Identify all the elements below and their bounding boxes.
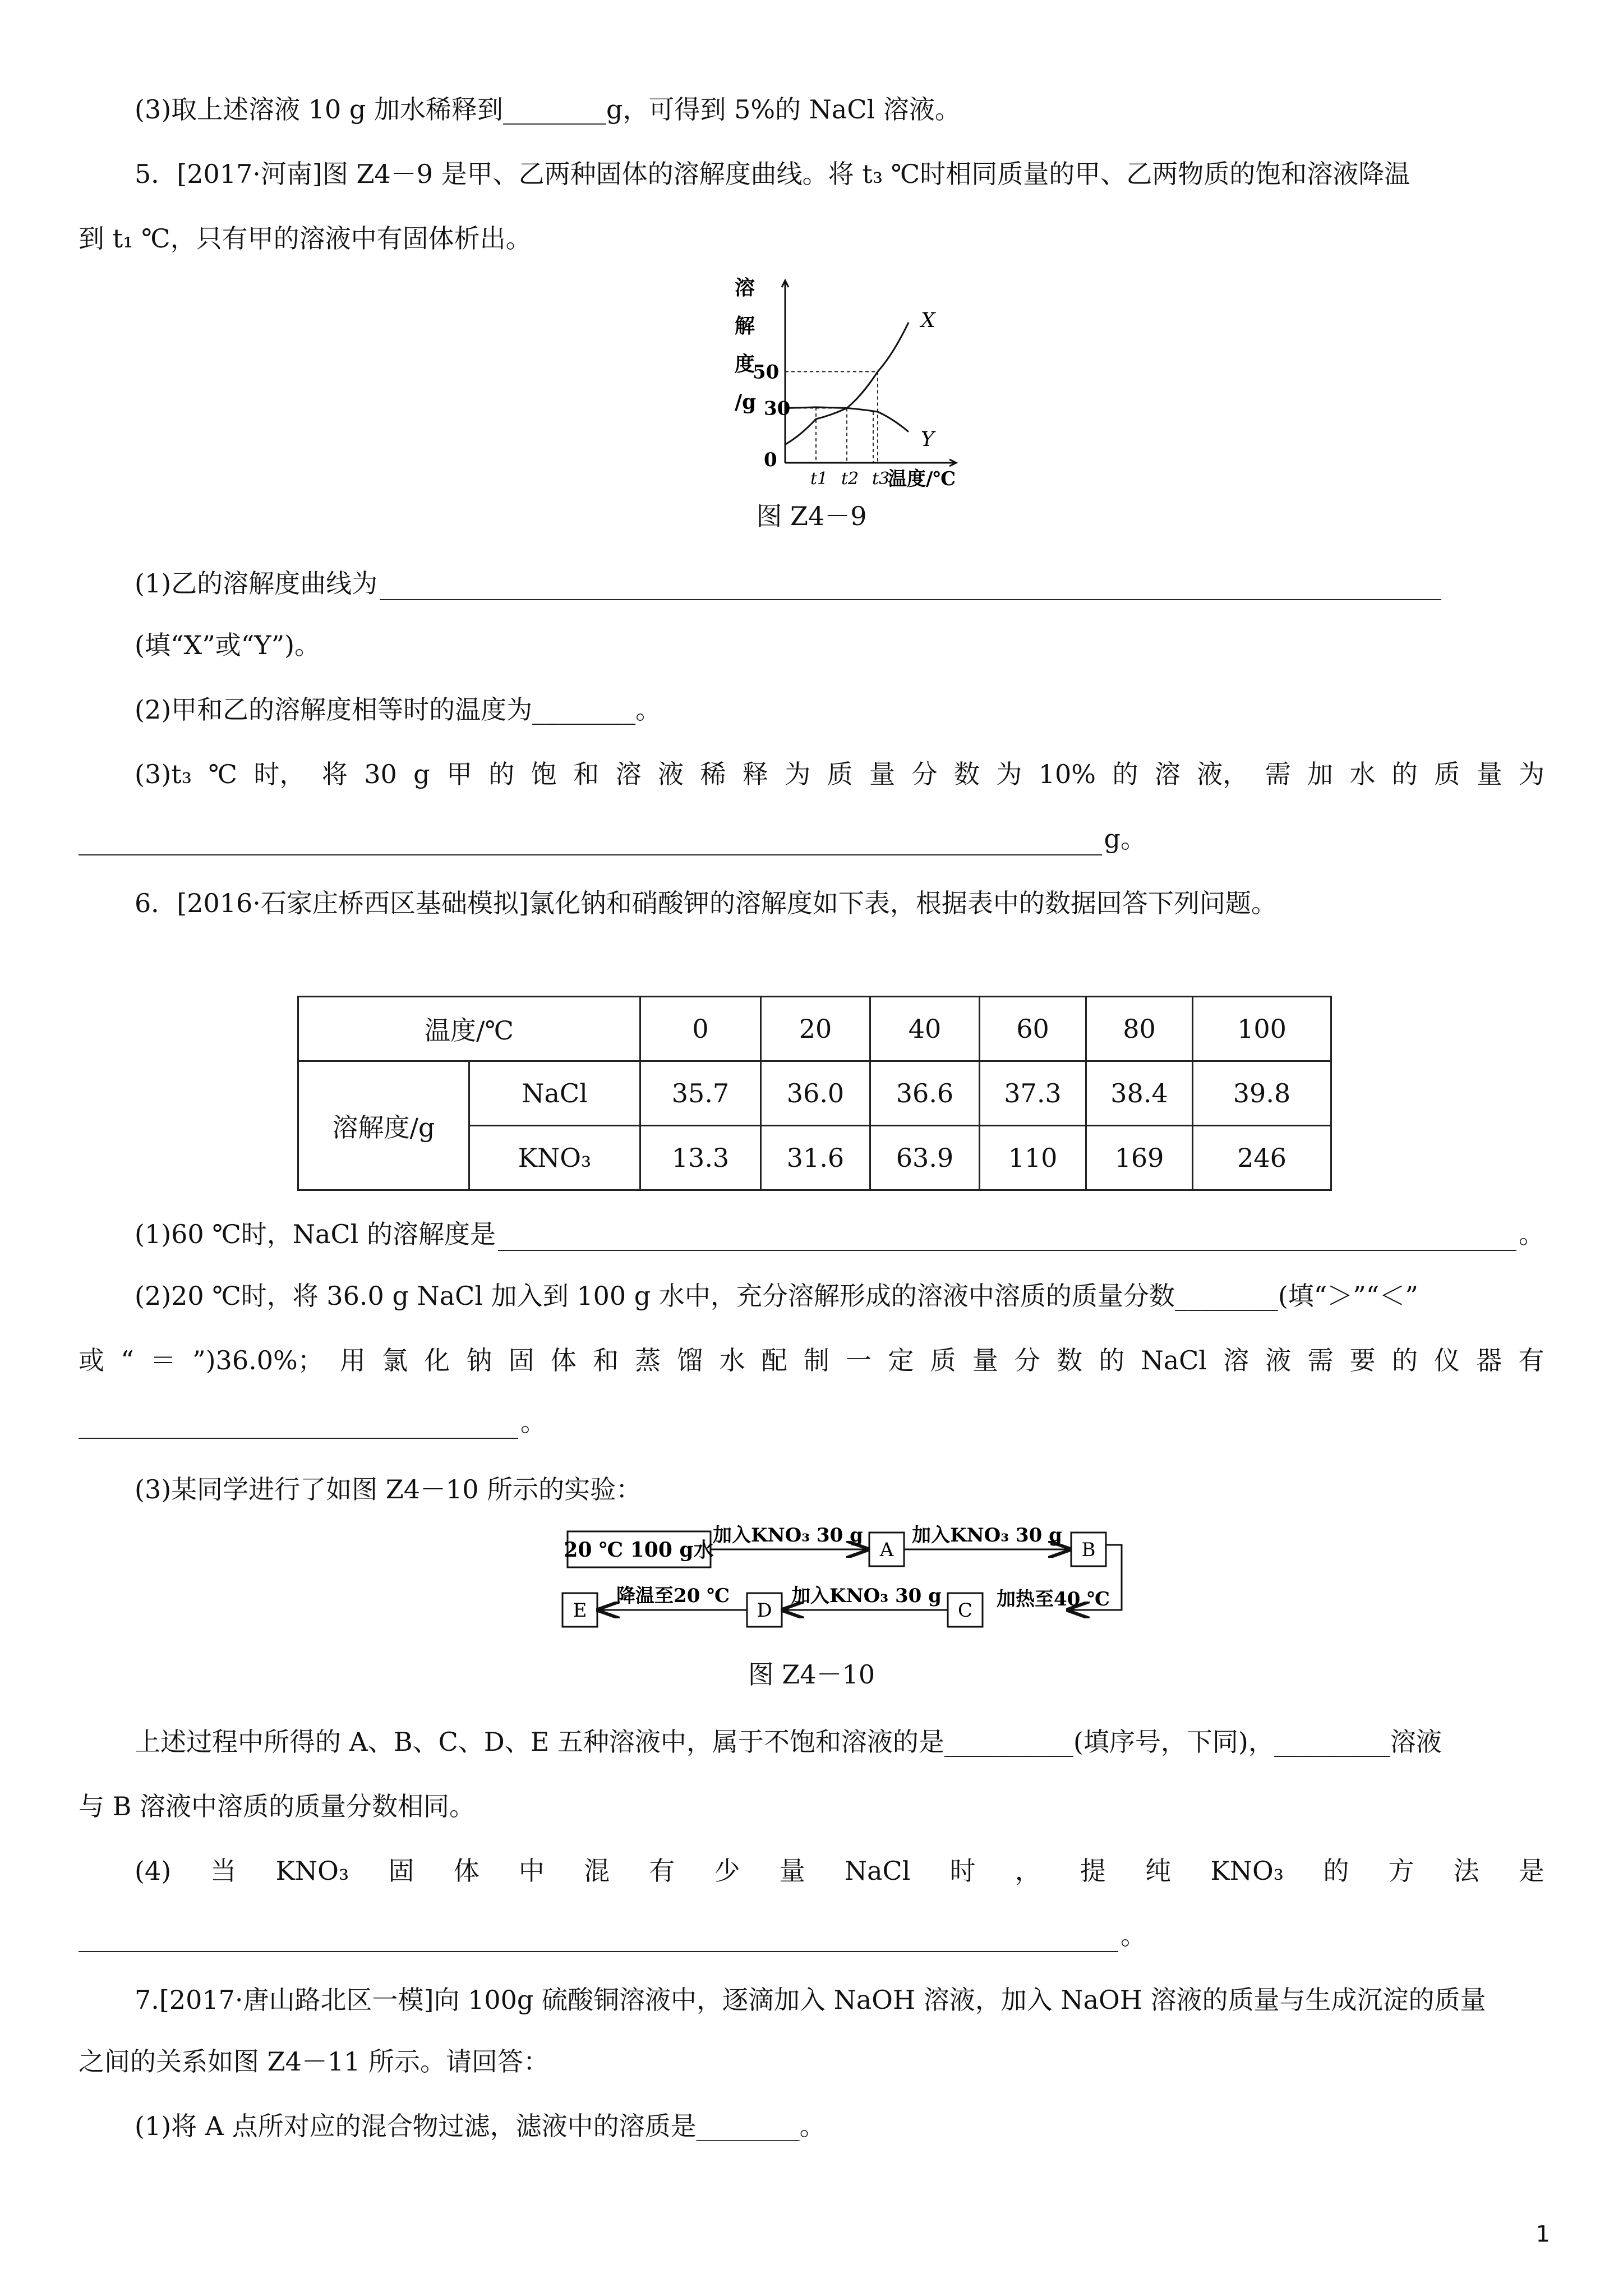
word: 纯 — [1145, 1856, 1172, 1886]
word: 量 — [869, 759, 896, 789]
q6-part4-line2 — [79, 1918, 1146, 1952]
flow-c-label: C — [957, 1599, 973, 1622]
word: 器 — [1476, 1345, 1502, 1375]
word: 有 — [649, 1856, 675, 1886]
word: 馏 — [677, 1345, 703, 1375]
flow-b-label: B — [1081, 1539, 1096, 1561]
word: 的 — [1112, 759, 1138, 789]
q6-part2-line1: (2)20 ℃时，将 36.0 g NaCl 加入到 100 g 水中，充分溶解形成的溶液中溶质的质量分数________(填“＞”“＜” — [135, 1281, 1418, 1311]
table-cell: 36.0 — [761, 1061, 870, 1126]
flow-step3-label: 加热至40 ℃ — [997, 1588, 1110, 1611]
word: ”)36.0%； — [192, 1345, 324, 1375]
word: 10% — [1038, 759, 1096, 789]
word: 时 — [949, 1856, 976, 1886]
q5-part1-hint: (填“X”或“Y”)。 — [135, 630, 321, 660]
table-row-group-label: 溶解度/g — [298, 1061, 469, 1190]
x-tick-label: t3 — [872, 469, 890, 488]
q6-part3-answer-line1: 上述过程中所得的 A、B、C、D、E 五种溶液中，属于不饱和溶液的是__________(填序号，下同)，_________溶液 — [135, 1727, 1442, 1757]
figure-caption-z4-9: 图 Z4－9 — [756, 501, 867, 531]
word: 一 — [846, 1345, 872, 1375]
word: 30 — [364, 759, 397, 789]
flow-d-label: D — [757, 1599, 772, 1622]
flow-a-label: A — [879, 1539, 894, 1561]
table-temp-cell: 60 — [980, 997, 1086, 1061]
word: 蒸 — [635, 1345, 661, 1375]
word: 数 — [1057, 1345, 1083, 1375]
word: 水 — [1349, 759, 1376, 789]
word: 量 — [779, 1856, 805, 1886]
word: 提 — [1080, 1856, 1106, 1886]
word: 配 — [761, 1345, 787, 1375]
table-cell: 35.7 — [640, 1061, 761, 1126]
flow-e-label: E — [573, 1599, 587, 1622]
word: 将 — [321, 759, 348, 789]
word: 水 — [719, 1345, 745, 1375]
word: ＝ — [150, 1345, 176, 1375]
x-tick-label: t2 — [841, 469, 859, 488]
q6-part4-end: 。 — [1121, 1920, 1146, 1950]
word: 有 — [1518, 1345, 1544, 1375]
word: 量 — [1476, 759, 1502, 789]
q7-part1: (1)将 A 点所对应的混合物过滤，滤液中的溶质是________。 — [135, 2111, 826, 2141]
table-cell: 246 — [1193, 1126, 1331, 1190]
word: 饱 — [531, 759, 557, 789]
y-axis-label-char: /g — [735, 390, 757, 414]
word: 液， — [1197, 759, 1249, 789]
table-temp-cell: 80 — [1086, 997, 1193, 1061]
word: 钠 — [466, 1345, 492, 1375]
word: 和 — [593, 1345, 619, 1375]
word: 仪 — [1434, 1345, 1460, 1375]
experiment-flow-diagram — [561, 1515, 1133, 1649]
word: 需 — [1265, 759, 1291, 789]
word: NaCl — [844, 1856, 911, 1886]
q5-part3-line1 — [135, 757, 1544, 791]
table-cell: 37.3 — [980, 1061, 1086, 1126]
word: 为 — [996, 759, 1022, 789]
word: 为 — [1519, 759, 1544, 789]
word: 液 — [658, 759, 684, 789]
q6-part4-line1 — [135, 1854, 1544, 1888]
word: 稀 — [700, 759, 726, 789]
q5-part3-line2 — [79, 822, 1146, 855]
word: 的 — [488, 759, 515, 789]
table-temp-cell: 20 — [761, 997, 870, 1061]
q5-part1 — [135, 567, 1444, 600]
q7-intro-line2: 之间的关系如图 Z4－11 所示。请回答： — [79, 2046, 550, 2077]
q5-part2: (2)甲和乙的溶解度相等时的温度为________。 — [135, 694, 662, 725]
q6-part3-answer-line2: 与 B 溶液中溶质的质量分数相同。 — [79, 1791, 476, 1821]
answer-blank[interactable] — [380, 574, 1441, 600]
q4-part3: (3)取上述溶液 10 g 加水稀释到________g，可得到 5%的 NaCl 溶液。 — [135, 94, 961, 125]
q5-intro-line1: 5．[2017·河南]图 Z4－9 是甲、乙两种固体的溶解度曲线。将 t₃ ℃时相同质量的甲、乙两物质的饱和溶液降温 — [135, 159, 1410, 189]
figure-caption-z4-10: 图 Z4－10 — [748, 1659, 875, 1690]
word: NaCl — [1141, 1345, 1207, 1375]
q6-part2-line2 — [79, 1343, 1544, 1377]
table-cell: 36.6 — [870, 1061, 980, 1126]
word: ， — [1015, 1856, 1041, 1886]
q6-part1-end: 。 — [1519, 1219, 1544, 1249]
solubility-curve-chart — [729, 272, 965, 488]
word: 质 — [930, 1345, 956, 1375]
word: 质 — [827, 759, 853, 789]
word: 为 — [785, 759, 811, 789]
word: 化 — [424, 1345, 450, 1375]
q6-part2-end: 。 — [520, 1407, 546, 1437]
word: 质 — [1434, 759, 1460, 789]
word: 溶 — [1154, 759, 1181, 789]
word: 当 — [210, 1856, 237, 1886]
word: 和 — [573, 759, 600, 789]
word: 时， — [253, 759, 306, 789]
series-Y-label: Y — [921, 427, 934, 451]
series-X-label: X — [921, 309, 935, 332]
word: 分 — [1014, 1345, 1040, 1375]
y-tick-label: 0 — [764, 449, 777, 471]
y-axis-label-char: 溶 — [735, 276, 755, 300]
word: 要 — [1349, 1345, 1376, 1375]
y-axis-label-char: 度 — [735, 352, 755, 376]
word: (3)t₃ — [135, 759, 192, 789]
q5-part1-text: (1)乙的溶解度曲线为 — [135, 568, 378, 599]
word: (4) — [135, 1856, 172, 1886]
word: 甲 — [446, 759, 472, 789]
word: 量 — [972, 1345, 998, 1375]
y-axis-label-char: 解 — [735, 314, 755, 338]
table-temp-cell: 0 — [640, 997, 761, 1061]
flow-step4-label: 加入KNO₃ 30 g — [791, 1585, 942, 1607]
x-tick-label: t1 — [810, 469, 828, 488]
answer-blank[interactable] — [79, 1413, 518, 1439]
table-cell: 38.4 — [1086, 1061, 1193, 1126]
word: 液 — [1265, 1345, 1292, 1375]
answer-blank[interactable] — [498, 1225, 1516, 1251]
word: 溶 — [1223, 1345, 1249, 1375]
q5-part3-end: g。 — [1104, 823, 1146, 854]
x-axis-label: 温度/℃ — [888, 468, 956, 488]
word: 或 — [79, 1345, 104, 1375]
word: 体 — [453, 1856, 479, 1886]
q6-part1-text: (1)60 ℃时，NaCl 的溶解度是 — [135, 1219, 496, 1249]
solubility-table — [297, 996, 1332, 1191]
table-cell: 169 — [1086, 1126, 1193, 1190]
word: g — [413, 759, 430, 789]
table-header-label: 温度/℃ — [298, 997, 640, 1061]
word: 是 — [1518, 1856, 1544, 1886]
page-number: 1 — [1536, 2221, 1550, 2247]
q6-part1 — [135, 1217, 1544, 1251]
q6-intro: 6．[2016·石家庄桥西区基础模拟]氯化钠和硝酸钾的溶解度如下表，根据表中的数据回答下列问题。 — [135, 888, 1277, 918]
word: 固 — [388, 1856, 414, 1886]
word: 方 — [1388, 1856, 1414, 1886]
word: 固 — [508, 1345, 534, 1375]
word: 定 — [888, 1345, 914, 1375]
word: 法 — [1453, 1856, 1479, 1886]
series-X-curve — [785, 323, 909, 445]
table-temp-cell: 100 — [1193, 997, 1331, 1061]
word: 溶 — [615, 759, 642, 789]
word: 制 — [803, 1345, 829, 1375]
q6-part2-line3 — [79, 1405, 546, 1439]
word: 用 — [339, 1345, 366, 1375]
answer-blank[interactable] — [79, 1926, 1118, 1952]
q5-intro-line2: 到 t₁ ℃，只有甲的溶液中有固体析出。 — [79, 223, 532, 254]
word: 分 — [911, 759, 938, 789]
word: 混 — [584, 1856, 610, 1886]
word: 中 — [518, 1856, 545, 1886]
flow-start-label: 20 ℃ 100 g水 — [564, 1538, 714, 1562]
y-tick-label: 50 — [753, 361, 780, 384]
word: 体 — [550, 1345, 577, 1375]
word: 少 — [714, 1856, 740, 1886]
table-header-row — [298, 997, 1331, 1061]
table-cell: 13.3 — [640, 1126, 761, 1190]
table-cell: 63.9 — [870, 1126, 980, 1190]
word: 的 — [1323, 1856, 1349, 1886]
table-cell: 31.6 — [761, 1126, 870, 1190]
word: 氯 — [382, 1345, 408, 1375]
table-temp-cell: 40 — [870, 997, 980, 1061]
word: ℃ — [208, 759, 237, 789]
table-substance-cell: NaCl — [469, 1061, 640, 1126]
flow-step5-label: 降温至20 ℃ — [616, 1585, 730, 1607]
word: KNO₃ — [275, 1856, 349, 1886]
table-substance-cell: KNO₃ — [469, 1126, 640, 1190]
y-tick-label: 30 — [764, 397, 791, 420]
word: 需 — [1307, 1345, 1334, 1375]
table-cell: 110 — [980, 1126, 1086, 1190]
word: “ — [121, 1345, 134, 1375]
table-row — [298, 1061, 1331, 1126]
word: 的 — [1391, 1345, 1418, 1375]
answer-blank[interactable] — [79, 830, 1102, 855]
word: 释 — [742, 759, 768, 789]
word: 加 — [1307, 759, 1333, 789]
word: 数 — [953, 759, 980, 789]
word: KNO₃ — [1210, 1856, 1284, 1886]
flow-step1-label: 加入KNO₃ 30 g — [713, 1524, 863, 1547]
q7-intro-line1: 7.[2017·唐山路北区一模]向 100g 硫酸铜溶液中，逐滴加入 NaOH 溶液，加入 NaOH 溶液的质量与生成沉淀的质量 — [135, 1985, 1486, 2015]
word: 的 — [1391, 759, 1418, 789]
flow-step2-label: 加入KNO₃ 30 g — [912, 1524, 1062, 1547]
word: 的 — [1099, 1345, 1125, 1375]
table-cell: 39.8 — [1193, 1061, 1331, 1126]
q6-part3: (3)某同学进行了如图 Z4－10 所示的实验： — [135, 1474, 642, 1504]
